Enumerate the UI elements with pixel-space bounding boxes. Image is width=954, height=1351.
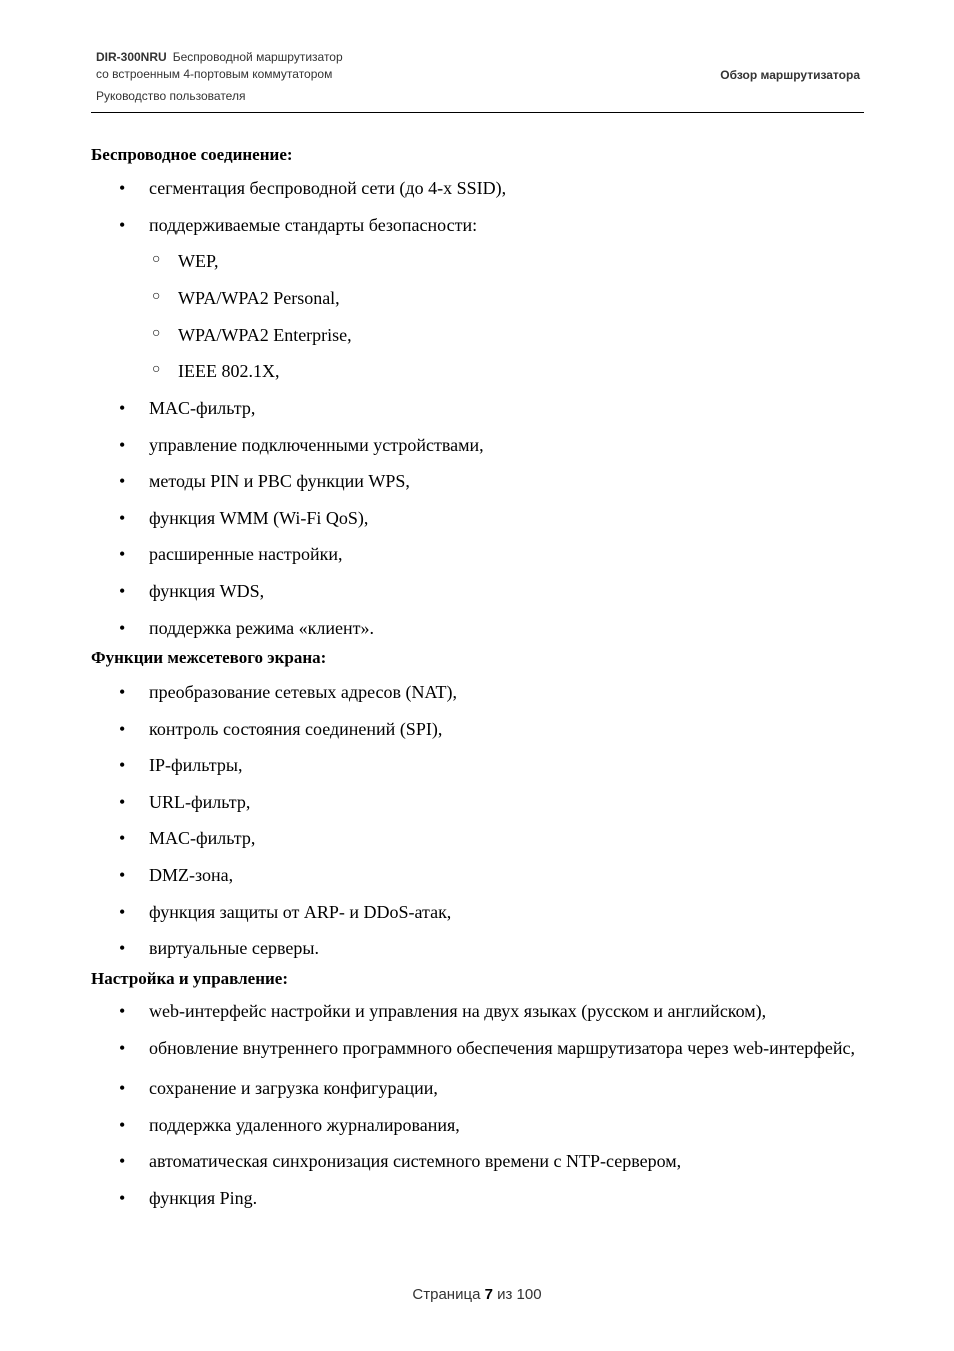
bullet-icon: •	[119, 719, 126, 739]
bullet-icon: •	[119, 682, 126, 702]
bullet-icon: •	[119, 544, 126, 564]
page-footer	[0, 1286, 954, 1303]
header-product: Беспроводной маршрутизатор	[172, 50, 343, 64]
list-item: • поддержка удаленного журналирования,	[119, 1115, 460, 1135]
list-item: • сегментация беспроводной сети (до 4-х SSID),	[119, 178, 507, 198]
bullet-icon: •	[119, 215, 126, 235]
bullet-icon: •	[119, 581, 126, 601]
bullet-icon: •	[119, 902, 126, 922]
header-model: DIR-300NRU	[96, 50, 167, 64]
list-item: • поддерживаемые стандарты безопасности:	[119, 215, 478, 235]
sub-list-item: ○ WPA/WPA2 Enterprise,	[152, 325, 352, 345]
bullet-icon: •	[119, 1038, 126, 1058]
bullet-icon: •	[119, 828, 126, 848]
bullet-icon: •	[119, 178, 126, 198]
header-divider	[91, 112, 864, 113]
list-item: • функция защиты от ARP- и DDoS-атак,	[119, 902, 452, 922]
bullet-icon: •	[119, 398, 126, 418]
page-total: 100	[516, 1286, 542, 1303]
footer-prefix: Страница	[412, 1286, 481, 1303]
sub-list-item: ○ WEP,	[152, 251, 219, 271]
bullet-icon: •	[119, 792, 126, 812]
section-title-firewall: Функции межсетевого экрана:	[91, 648, 327, 667]
header-subtitle: со встроенным 4-портовым коммутатором	[96, 67, 333, 81]
list-item: • управление подключенными устройствами,	[119, 435, 484, 455]
bullet-icon: •	[119, 1188, 126, 1208]
list-item: • поддержка режима «клиент».	[119, 618, 374, 638]
bullet-icon: •	[119, 1001, 126, 1021]
list-item: • функция Ping.	[119, 1188, 258, 1208]
bullet-icon: •	[119, 471, 126, 491]
list-item: • преобразование сетевых адресов (NAT),	[119, 682, 457, 702]
page-number: 7	[484, 1286, 493, 1303]
header-section-title: Обзор маршрутизатора	[720, 68, 860, 82]
bullet-icon: •	[119, 1115, 126, 1135]
list-item: • DMZ-зона,	[119, 865, 234, 885]
bullet-icon: •	[119, 1078, 126, 1098]
list-item: • функция WDS,	[119, 581, 265, 601]
list-item: • сохранение и загрузка конфигурации,	[119, 1078, 438, 1098]
circle-bullet-icon: ○	[152, 252, 161, 267]
list-item: • web-интерфейс настройки и управления на двух языках (русском и английском),	[119, 1001, 767, 1021]
list-item: • IP-фильтры,	[119, 755, 243, 775]
section-title-management: Настройка и управление:	[91, 969, 288, 988]
list-item: • MAC-фильтр,	[119, 398, 256, 418]
list-item: • MAC-фильтр,	[119, 828, 256, 848]
sub-list-item: ○ WPA/WPA2 Personal,	[152, 288, 340, 308]
bullet-icon: •	[119, 938, 126, 958]
bullet-icon: •	[119, 1151, 126, 1171]
bullet-icon: •	[119, 618, 126, 638]
list-item: • виртуальные серверы.	[119, 938, 320, 958]
bullet-icon: •	[119, 508, 126, 528]
bullet-icon: •	[119, 865, 126, 885]
bullet-icon: •	[119, 435, 126, 455]
page-header	[96, 48, 864, 104]
section-title-wireless: Беспроводное соединение:	[91, 145, 293, 164]
list-item: • методы PIN и PBC функции WPS,	[119, 471, 410, 491]
list-item: • автоматическая синхронизация системного времени с NTP-сервером,	[119, 1151, 682, 1171]
list-item: • контроль состояния соединений (SPI),	[119, 719, 443, 739]
list-item: • обновление внутреннего программного обеспечения маршрутизатора через web-интерфейс,	[119, 1038, 856, 1058]
bullet-icon: •	[119, 755, 126, 775]
sub-list-item: ○ IEEE 802.1X,	[152, 361, 280, 381]
circle-bullet-icon: ○	[152, 326, 161, 341]
header-doc-type: Руководство пользователя	[96, 89, 246, 103]
page-content	[91, 140, 864, 1209]
circle-bullet-icon: ○	[152, 362, 161, 377]
list-item: • функция WMM (Wi-Fi QoS),	[119, 508, 369, 528]
circle-bullet-icon: ○	[152, 289, 161, 304]
list-item: • URL-фильтр,	[119, 792, 251, 812]
footer-middle: из	[497, 1286, 513, 1303]
list-item: • расширенные настройки,	[119, 544, 343, 564]
